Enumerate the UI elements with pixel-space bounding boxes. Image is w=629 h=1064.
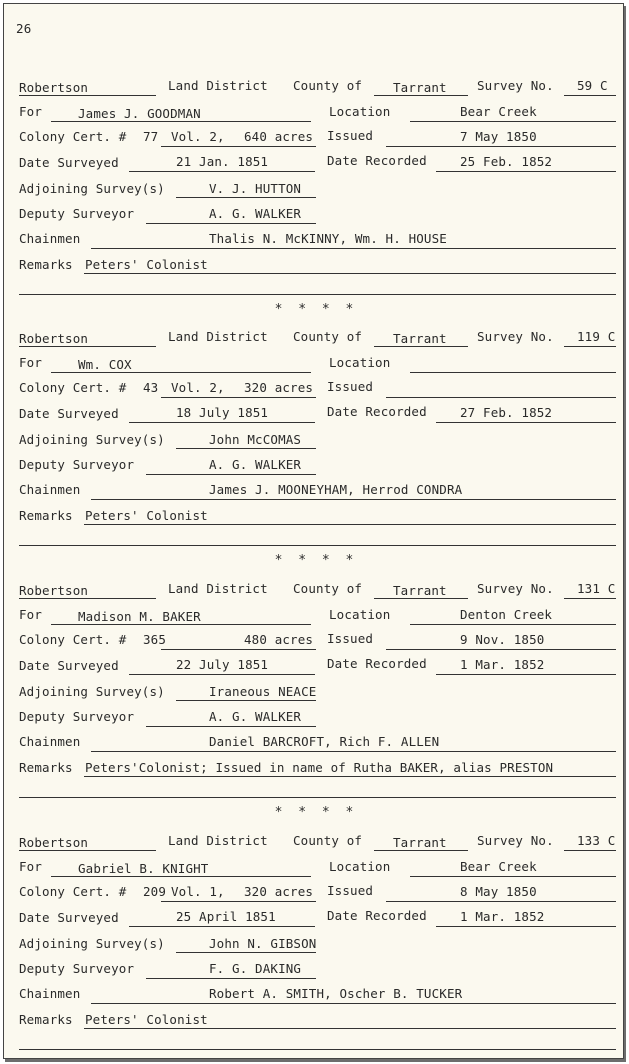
vol-value: Vol. 1, (171, 884, 225, 899)
for-value: Madison M. BAKER (78, 609, 201, 624)
date-recorded-label: Date Recorded (327, 153, 427, 168)
deputy-label: Deputy Surveyor (19, 709, 135, 724)
survey-no-value: 119 C (577, 329, 616, 344)
fill-line (410, 876, 616, 877)
for-value: Gabriel B. KNIGHT (78, 861, 209, 876)
fill-line (51, 121, 311, 122)
issued-label: Issued (327, 883, 374, 898)
fill-line (84, 776, 616, 777)
cert-no-value: 77 (143, 129, 159, 144)
fill-line (91, 499, 616, 500)
chainmen-label: Chainmen (19, 734, 81, 749)
fill-line (146, 474, 316, 475)
survey-entry (16, 580, 616, 830)
date-recorded-value: 1 Mar. 1852 (460, 909, 545, 924)
fill-line (410, 624, 616, 625)
date-recorded-value: 1 Mar. 1852 (460, 657, 545, 672)
fill-line (146, 726, 316, 727)
issued-value: 8 May 1850 (460, 884, 537, 899)
fill-line (51, 372, 311, 373)
for-label: For (19, 355, 43, 370)
deputy-label: Deputy Surveyor (19, 961, 135, 976)
cert-no-value: 365 (143, 632, 167, 647)
survey-entry (16, 77, 616, 327)
date-surveyed-value: 22 July 1851 (176, 657, 269, 672)
fill-line (146, 223, 316, 224)
county-of-label: County of (293, 581, 363, 596)
fill-line (161, 901, 316, 902)
remarks-value: Peters'Colonist; Issued in name of Rutha BAKER, alias PRESTON (85, 760, 554, 775)
fill-line (129, 926, 315, 927)
fill-line (19, 346, 156, 347)
adjoining-value: Iraneous NEACE (209, 684, 317, 699)
fill-line (19, 598, 156, 599)
adjoining-label: Adjoining Survey(s) (19, 432, 165, 447)
deputy-value: A. G. WALKER (209, 457, 302, 472)
entry-separator: * * * * (274, 302, 358, 317)
fill-line (161, 146, 316, 147)
for-label: For (19, 607, 43, 622)
date-surveyed-label: Date Surveyed (19, 658, 119, 673)
for-value: Wm. COX (78, 357, 132, 372)
chainmen-label: Chainmen (19, 231, 81, 246)
deputy-value: F. G. DAKING (209, 961, 302, 976)
county-of-label: County of (293, 78, 363, 93)
entry-separator: * * * * (274, 553, 358, 568)
location-label: Location (329, 859, 391, 874)
blank-line (19, 1049, 616, 1050)
fill-line (564, 598, 616, 599)
fill-line (161, 649, 316, 650)
fill-line (374, 346, 468, 347)
fill-line (84, 1028, 616, 1029)
chainmen-label: Chainmen (19, 482, 81, 497)
adjoining-label: Adjoining Survey(s) (19, 936, 165, 951)
date-surveyed-value: 18 July 1851 (176, 405, 269, 420)
acres-value: 320 acres (244, 884, 314, 899)
adjoining-label: Adjoining Survey(s) (19, 181, 165, 196)
fill-line (91, 751, 616, 752)
fill-line (84, 524, 616, 525)
remarks-value: Peters' Colonist (85, 257, 208, 272)
county-value: Tarrant (393, 80, 447, 95)
location-label: Location (329, 104, 391, 119)
remarks-label: Remarks (19, 1012, 73, 1027)
survey-no-label: Survey No. (477, 581, 554, 596)
county-of-label: County of (293, 329, 363, 344)
for-value: James J. GOODMAN (78, 106, 201, 121)
fill-line (91, 1003, 616, 1004)
vol-value: Vol. 2, (171, 380, 225, 395)
acres-value: 480 acres (244, 632, 314, 647)
chainmen-value: Daniel BARCROFT, Rich F. ALLEN (209, 734, 440, 749)
county-value: Tarrant (393, 583, 447, 598)
fill-line (129, 171, 315, 172)
fill-line (436, 422, 616, 423)
fill-line (176, 197, 316, 198)
district-value: Robertson (19, 80, 89, 95)
adjoining-value: John McCOMAS (209, 432, 302, 447)
adjoining-label: Adjoining Survey(s) (19, 684, 165, 699)
date-recorded-label: Date Recorded (327, 908, 427, 923)
deputy-value: A. G. WALKER (209, 709, 302, 724)
deputy-value: A. G. WALKER (209, 206, 302, 221)
fill-line (146, 978, 316, 979)
survey-entry (16, 832, 616, 1059)
survey-no-value: 131 C (577, 581, 616, 596)
deputy-label: Deputy Surveyor (19, 457, 135, 472)
chainmen-label: Chainmen (19, 986, 81, 1001)
location-value: Denton Creek (460, 607, 553, 622)
cert-no-value: 43 (143, 380, 159, 395)
issued-value: 9 Nov. 1850 (460, 632, 545, 647)
fill-line (410, 372, 616, 373)
remarks-label: Remarks (19, 760, 73, 775)
survey-no-label: Survey No. (477, 329, 554, 344)
fill-line (176, 952, 316, 953)
district-value: Robertson (19, 835, 89, 850)
remarks-value: Peters' Colonist (85, 508, 208, 523)
acres-value: 640 acres (244, 129, 314, 144)
fill-line (161, 397, 316, 398)
fill-line (374, 95, 468, 96)
entry-separator: * * * * (274, 805, 358, 820)
blank-line (19, 294, 616, 295)
for-label: For (19, 859, 43, 874)
date-surveyed-value: 25 April 1851 (176, 909, 276, 924)
location-value: Bear Creek (460, 859, 537, 874)
county-value: Tarrant (393, 835, 447, 850)
land-district-label: Land District (168, 833, 268, 848)
fill-line (386, 649, 616, 650)
adjoining-value: V. J. HUTTON (209, 181, 302, 196)
issued-label: Issued (327, 379, 374, 394)
fill-line (91, 248, 616, 249)
deputy-label: Deputy Surveyor (19, 206, 135, 221)
fill-line (436, 674, 616, 675)
fill-line (410, 121, 616, 122)
colony-cert-label: Colony Cert. # (19, 632, 127, 647)
county-value: Tarrant (393, 331, 447, 346)
fill-line (436, 171, 616, 172)
blank-line (19, 545, 616, 546)
fill-line (386, 901, 616, 902)
date-surveyed-label: Date Surveyed (19, 155, 119, 170)
location-label: Location (329, 355, 391, 370)
issued-label: Issued (327, 631, 374, 646)
survey-no-value: 133 C (577, 833, 616, 848)
fill-line (19, 850, 156, 851)
fill-line (176, 448, 316, 449)
colony-cert-label: Colony Cert. # (19, 380, 127, 395)
survey-no-label: Survey No. (477, 833, 554, 848)
fill-line (374, 598, 468, 599)
colony-cert-label: Colony Cert. # (19, 884, 127, 899)
fill-line (564, 95, 616, 96)
fill-line (564, 346, 616, 347)
adjoining-value: John N. GIBSON (209, 936, 317, 951)
survey-no-label: Survey No. (477, 78, 554, 93)
location-value: Bear Creek (460, 104, 537, 119)
date-recorded-label: Date Recorded (327, 404, 427, 419)
survey-no-value: 59 C (577, 78, 608, 93)
fill-line (374, 850, 468, 851)
fill-line (129, 422, 315, 423)
fill-line (129, 674, 315, 675)
acres-value: 320 acres (244, 380, 314, 395)
chainmen-value: Thalis N. McKINNY, Wm. H. HOUSE (209, 231, 447, 246)
chainmen-value: James J. MOONEYHAM, Herrod CONDRA (209, 482, 463, 497)
location-label: Location (329, 607, 391, 622)
fill-line (564, 850, 616, 851)
date-surveyed-label: Date Surveyed (19, 910, 119, 925)
fill-line (436, 926, 616, 927)
fill-line (51, 624, 311, 625)
fill-line (386, 146, 616, 147)
remarks-value: Peters' Colonist (85, 1012, 208, 1027)
date-recorded-value: 25 Feb. 1852 (460, 154, 553, 169)
date-surveyed-label: Date Surveyed (19, 406, 119, 421)
remarks-label: Remarks (19, 508, 73, 523)
land-district-label: Land District (168, 78, 268, 93)
fill-line (176, 700, 316, 701)
blank-line (19, 797, 616, 798)
cert-no-value: 209 (143, 884, 167, 899)
for-label: For (19, 104, 43, 119)
fill-line (51, 876, 311, 877)
issued-label: Issued (327, 128, 374, 143)
district-value: Robertson (19, 583, 89, 598)
vol-value: Vol. 2, (171, 129, 225, 144)
colony-cert-label: Colony Cert. # (19, 129, 127, 144)
land-district-label: Land District (168, 581, 268, 596)
chainmen-value: Robert A. SMITH, Oscher B. TUCKER (209, 986, 463, 1001)
county-of-label: County of (293, 833, 363, 848)
document-page (3, 3, 624, 1059)
district-value: Robertson (19, 331, 89, 346)
remarks-label: Remarks (19, 257, 73, 272)
fill-line (386, 397, 616, 398)
issued-value: 7 May 1850 (460, 129, 537, 144)
fill-line (84, 273, 616, 274)
date-recorded-value: 27 Feb. 1852 (460, 405, 553, 420)
fill-line (19, 95, 156, 96)
date-recorded-label: Date Recorded (327, 656, 427, 671)
date-surveyed-value: 21 Jan. 1851 (176, 154, 269, 169)
survey-entry (16, 328, 616, 578)
land-district-label: Land District (168, 329, 268, 344)
page-number: 26 (16, 21, 32, 36)
